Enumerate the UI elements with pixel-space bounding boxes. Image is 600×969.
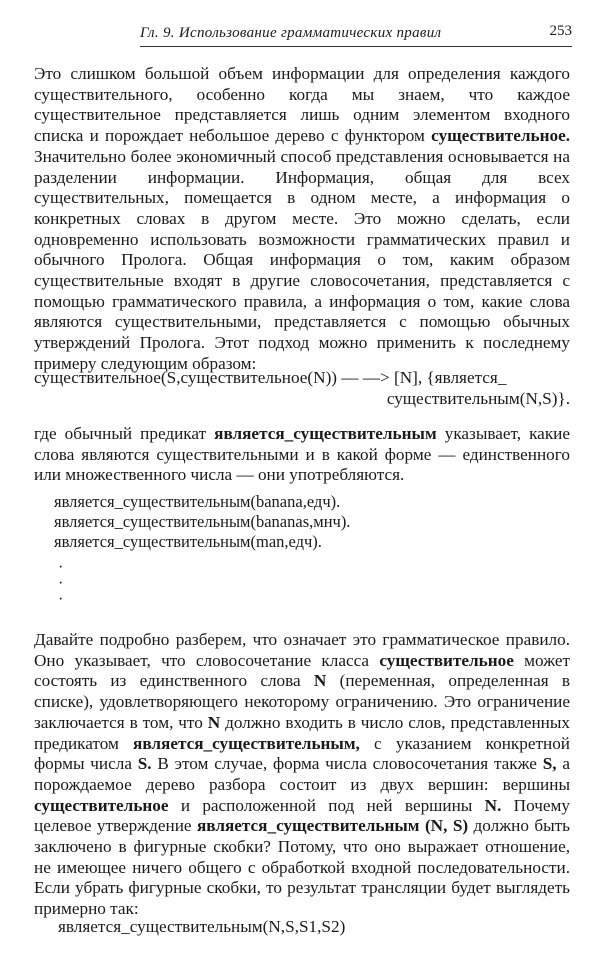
running-header — [140, 22, 572, 47]
translated-clause: является_существительным(N,S,S1,S2) — [58, 917, 346, 936]
ellipsis-dots: · · · — [58, 559, 64, 608]
formula-line-1: существительное(S,существительное(N)) — —> [N], {является_ — [34, 368, 507, 387]
grammar-rule-formula — [34, 367, 570, 409]
paragraph-1: Это слишком большой объем информации для определения каждого существительного, особенно когда мы знаем, что каждое существительное представляется лишь одним элементом входного списка и порождает небольшое дерево с функтором существительное. Значительно более экономичный способ представления основывается на разделении информации. Информация, общая для всех существительных, помещается в одном месте, а информация о конкретных словах в другом месте. Это можно сделать, если одновременно использовать возможности грамматических правил и обычного Пролога. Общая информация о том, каким образом существительные входят в другие словосочетания, представляется с помощью грамматического правила, а информация о том, какие слова являются существительными, представляется с помощью обычных утверждений Пролога. Этот подход можно применить к последнему примеру следующим образом: — [34, 64, 570, 373]
prolog-clauses — [54, 492, 350, 552]
paragraph-2: где обычный предикат является_существительным указывает, какие слова являются существительными и в какой форме — единственного или множественного числа — они употребляются. — [34, 424, 570, 485]
formula-line-2: существительным(N,S)}. — [386, 389, 570, 408]
clause-line: является_существительным(man,едч). — [54, 532, 322, 551]
clause-line: является_существительным(bananas,мнч). — [54, 512, 351, 531]
clause-line: является_существительным(banana,едч). — [54, 492, 341, 511]
chapter-title: Гл. 9. Использование грамматических правил — [140, 25, 442, 41]
page-number: 253 — [549, 23, 572, 39]
paragraph-3: Давайте подробно разберем, что означает это грамматическое правило. Оно указывает, что словосочетание класса существительное может состоять из единственного слова N (переменная, определенная в списке), удовлетворяющего некоторому ограничению. Это ограничение заключается в том, что N должно входить в число слов, представленных предикатом является_существительным, с указанием конкретной формы числа S. В этом случае, форма числа словосочетания также S, а порождаемое дерево разбора состоит из двух вершин: вершины существительное и расположенной под ней вершины N. Почему целевое утверждение является_существительным (N, S) должно быть заключено в фигурные скобки? Потому, что оно выражает отношение, не имеющее ничего общего с обработкой входной последовательности. Если убрать фигурные скобки, то результат трансляции будет выглядеть примерно так: — [34, 630, 571, 919]
